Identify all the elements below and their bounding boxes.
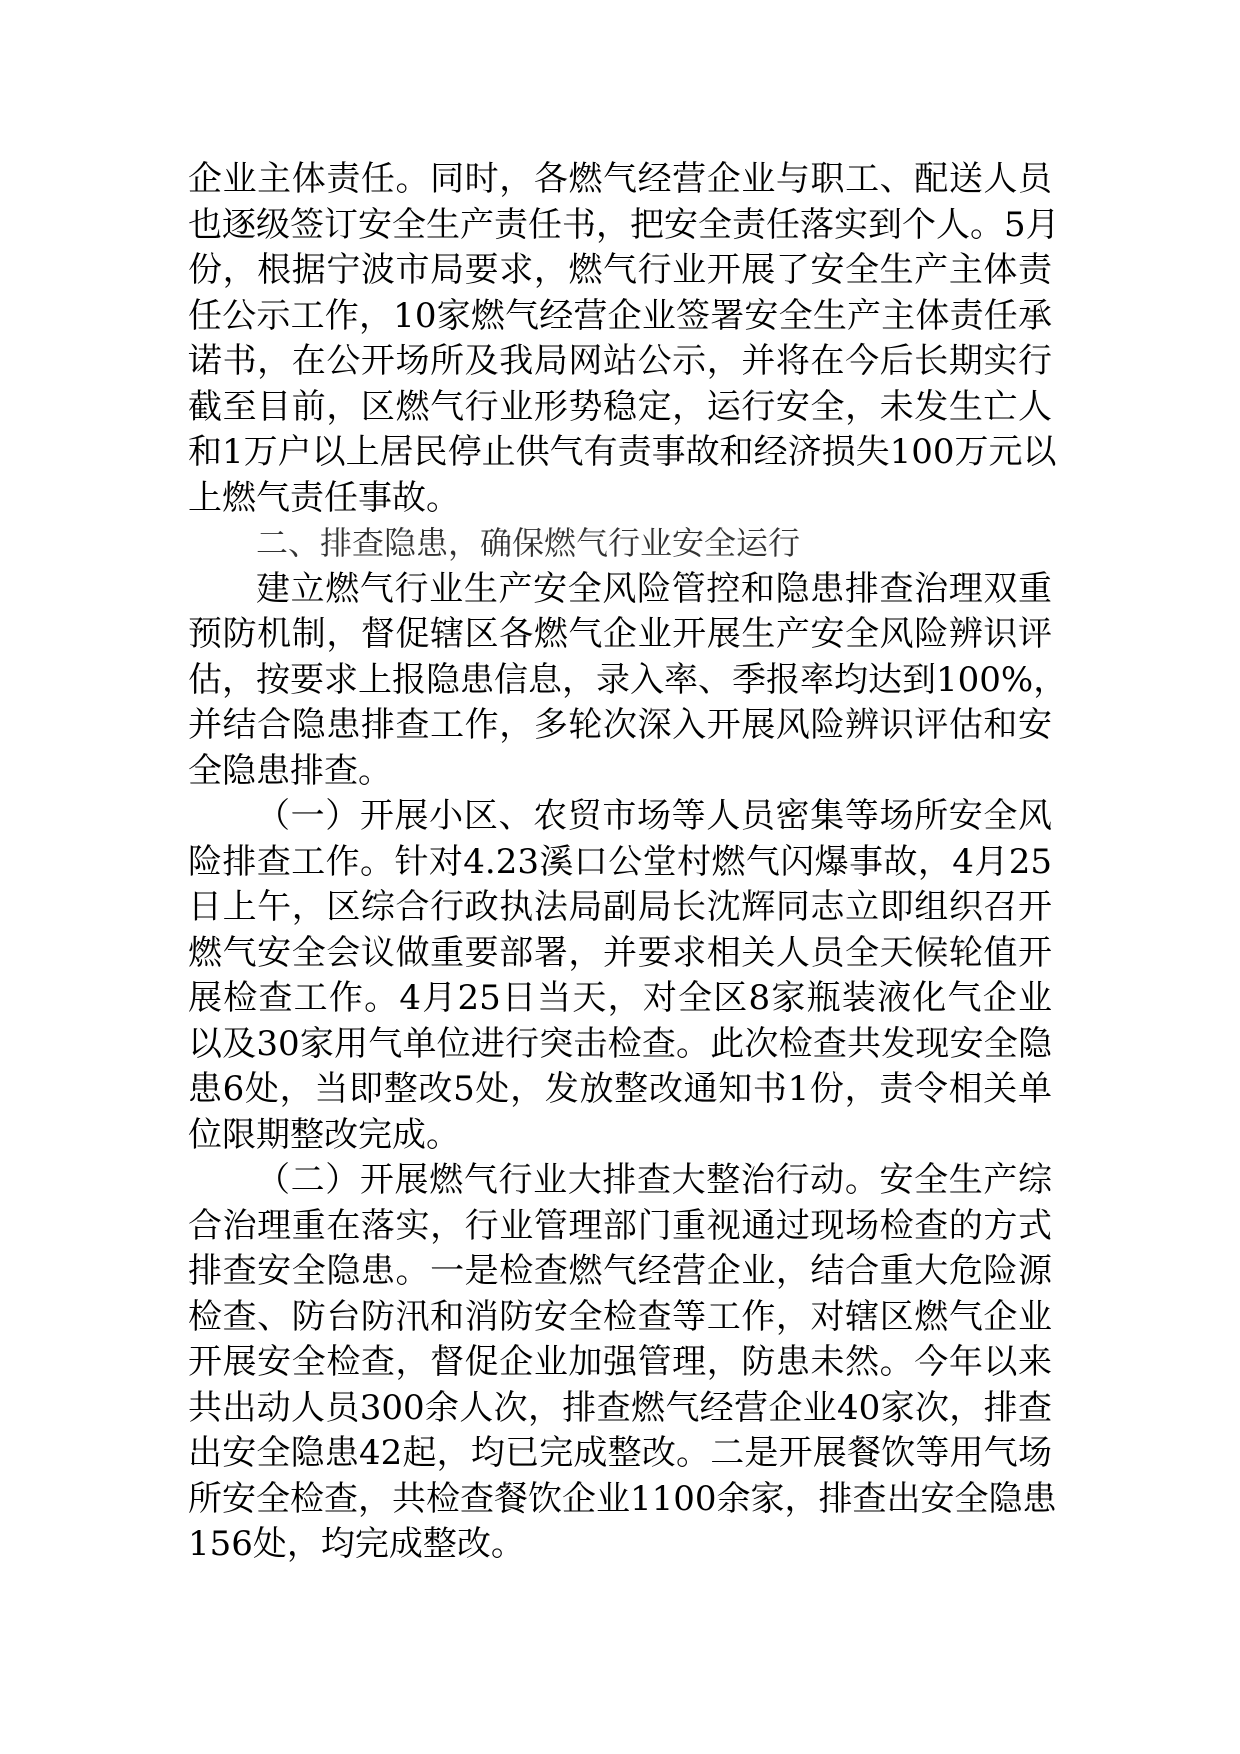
text-line: 险排查工作。针对4.23溪口公堂村燃气闪爆事故，4月25 [188, 841, 1052, 882]
text-line: 开展安全检查，督促企业加强管理，防患未然。今年以来 [188, 1342, 1052, 1382]
text-line: 排查安全隐患。一是检查燃气经营企业，结合重大危险源 [188, 1251, 1052, 1291]
text-line: 诺书，在公开场所及我局网站公示，并将在今后长期实行 [188, 341, 1052, 381]
text-line: 患6处，当即整改5处，发放整改通知书1份，责令相关单 [188, 1069, 1052, 1109]
text-line: 所安全检查，共检查餐饮企业1100余家，排查出安全隐患 [188, 1478, 1057, 1519]
text-line: 全隐患排查。 [188, 750, 392, 791]
text-line: 位限期整改完成。 [188, 1114, 460, 1155]
subsection-line: （二）开展燃气行业大排查大整治行动。安全生产综 [256, 1160, 1052, 1200]
text-line: 预防机制，督促辖区各燃气企业开展生产安全风险辨识评 [188, 614, 1052, 654]
text-line: 份，根据宁波市局要求，燃气行业开展了安全生产主体责 [188, 250, 1052, 290]
text-line: 展检查工作。4月25日当天，对全区8家瓶装液化气企业 [188, 978, 1052, 1018]
text-line: 估，按要求上报隐患信息，录入率、季报率均达到100%， [188, 659, 1068, 700]
section-heading: 二、排查隐患，确保燃气行业安全运行 [256, 524, 801, 562]
text-line: 并结合隐患排查工作，多轮次深入开展风险辨识评估和安 [188, 705, 1052, 745]
text-line: 任公示工作，10家燃气经营企业签署安全生产主体责任承 [188, 295, 1052, 336]
text-line: 企业主体责任。同时，各燃气经营企业与职工、配送人员 [188, 159, 1052, 199]
text-line: 以及30家用气单位进行突击检查。此次检查共发现安全隐 [188, 1023, 1052, 1064]
text-line: 检查、防台防汛和消防安全检查等工作，对辖区燃气企业 [188, 1296, 1052, 1337]
text-line: 和1万户以上居民停止供气有责事故和经济损失100万元以 [188, 432, 1057, 472]
text-line: 截至目前，区燃气行业形势稳定，运行安全，未发生亡人 [188, 386, 1052, 427]
text-line: 也逐级签订安全生产责任书，把安全责任落实到个人。5月 [188, 204, 1060, 245]
body-text [188, 157, 1068, 1568]
text-line: 建立燃气行业生产安全风险管控和隐患排查治理双重 [256, 568, 1052, 609]
subsection-line: （一）开展小区、农贸市场等人员密集等场所安全风 [256, 796, 1052, 836]
text-line: 共出动人员300余人次，排查燃气经营企业40家次，排查 [188, 1387, 1052, 1428]
text-line: 燃气安全会议做重要部署，并要求相关人员全天候轮值开 [188, 932, 1052, 973]
text-line: 合治理重在落实，行业管理部门重视通过现场检查的方式 [188, 1205, 1052, 1246]
text-line: 156处，均完成整改。 [188, 1524, 525, 1564]
text-line: 上燃气责任事故。 [188, 477, 460, 518]
text-line: 日上午，区综合行政执法局副局长沈辉同志立即组织召开 [188, 887, 1052, 927]
text-line: 出安全隐患42起，均已完成整改。二是开展餐饮等用气场 [188, 1433, 1052, 1473]
